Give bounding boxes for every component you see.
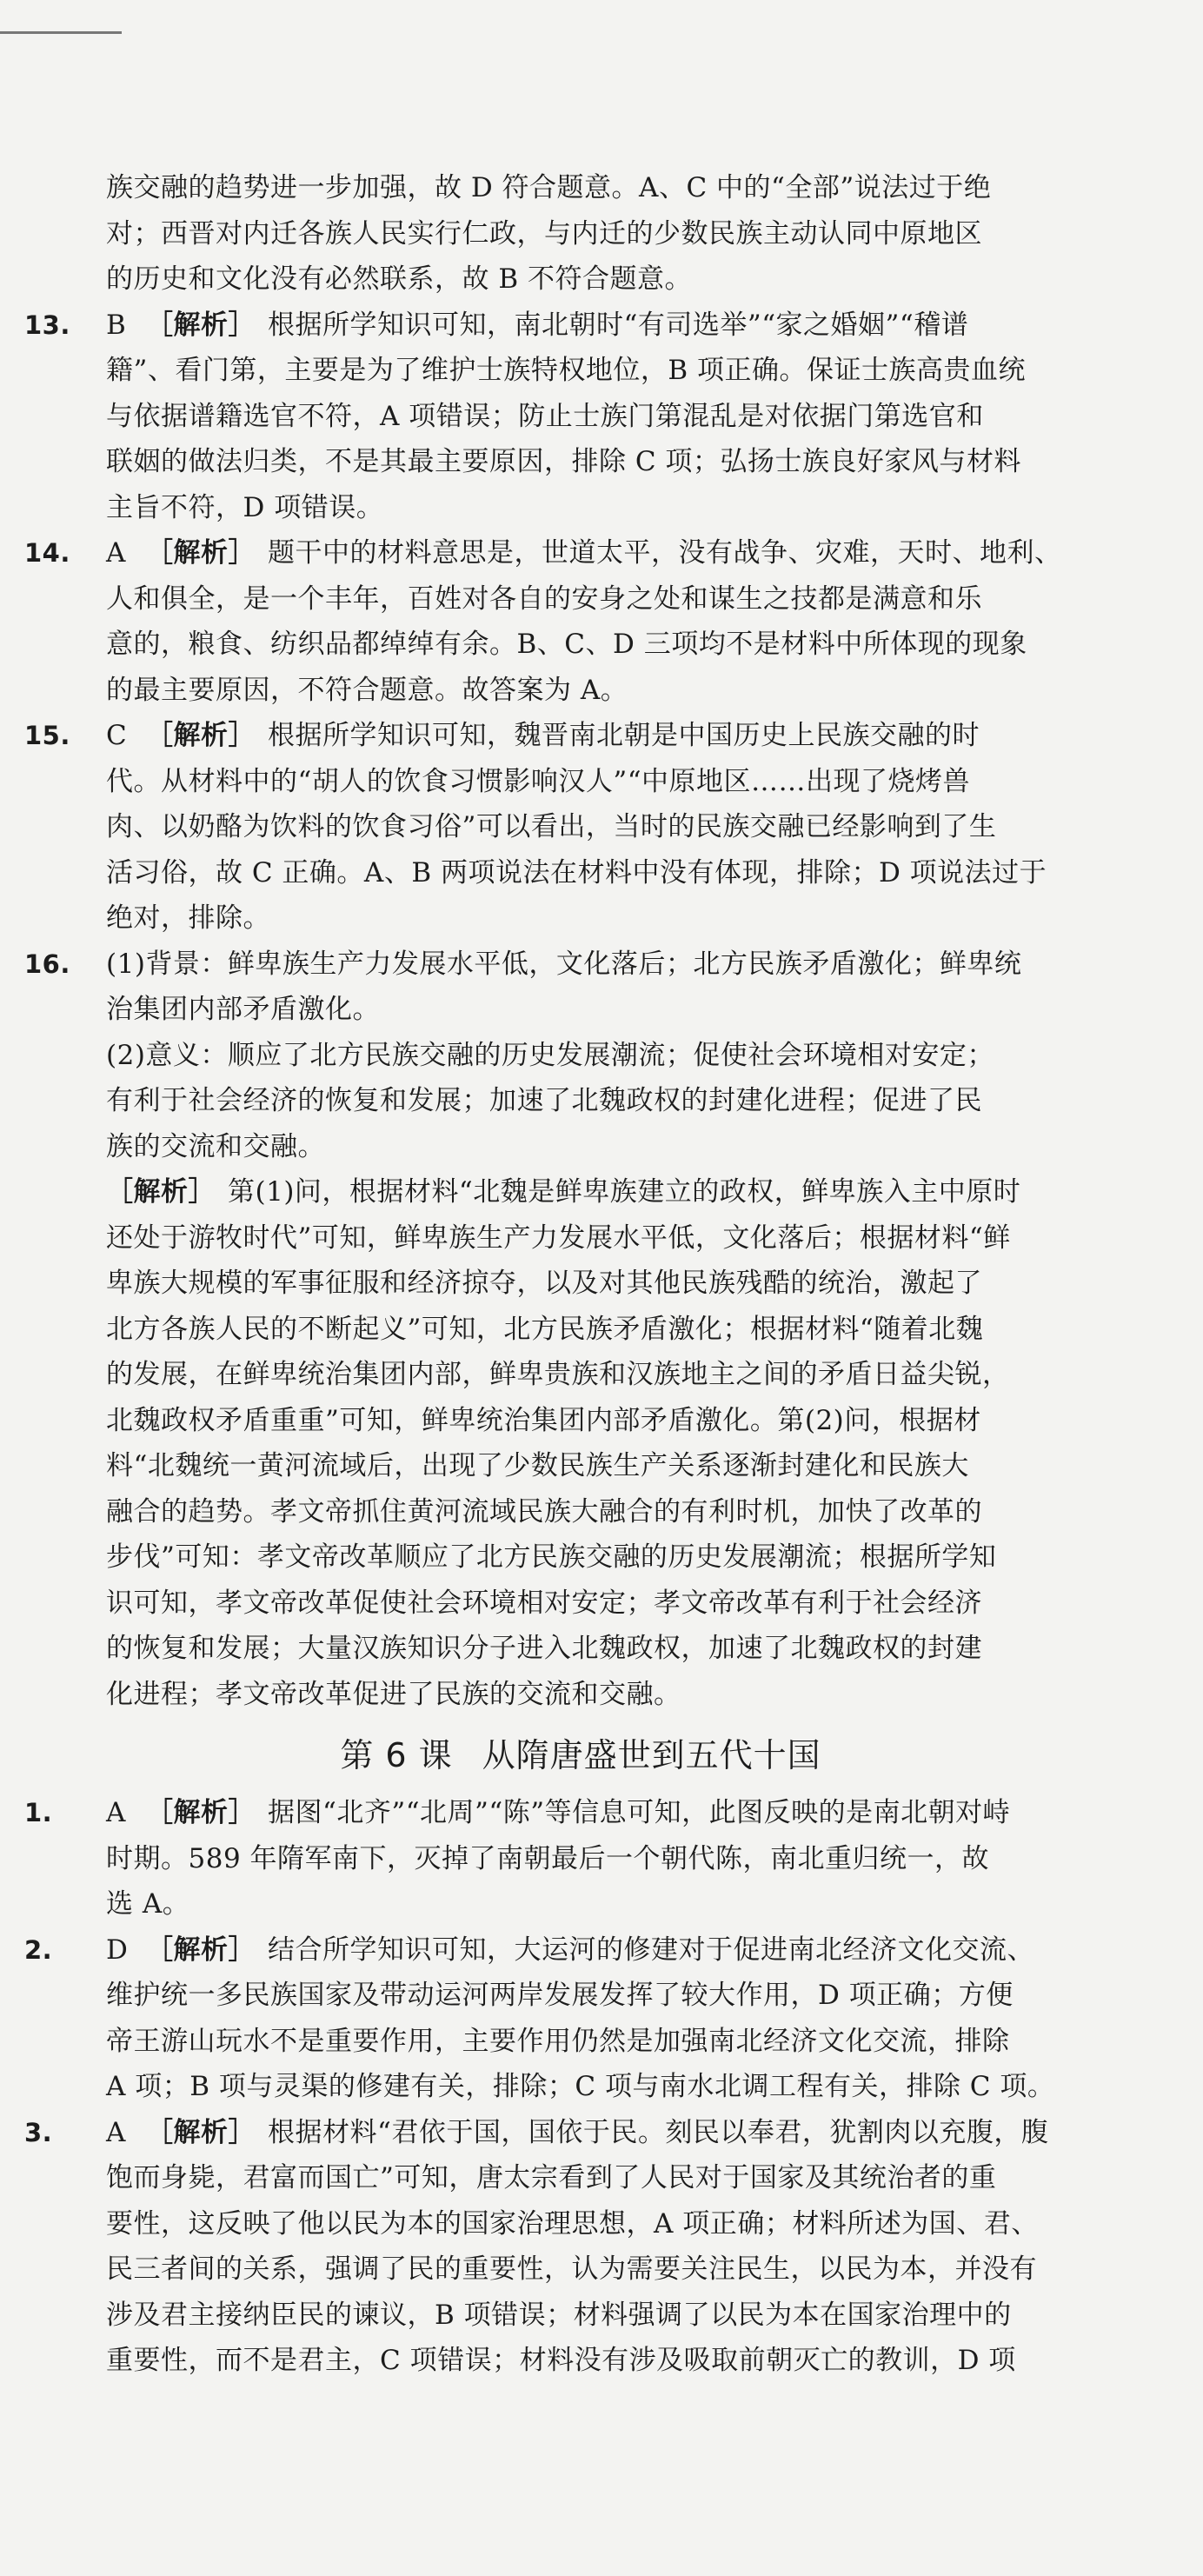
analysis-text: 题干中的材料意思是，世道太平，没有战争、灾难，天时、地利、 [268,537,1062,569]
text-line: 时期。589 年隋军南下，灭掉了南朝最后一个朝代陈，南北重归统一，故 [106,1842,990,1874]
answer-content [24,165,1102,2384]
text-line: 意的，粮食、纺织品都绰绰有余。B、C、D 三项均不是材料中所体现的现象 [106,629,1027,660]
question-first-line [24,1927,1102,1974]
text-line: 活习俗，故 C 正确。A、B 两项说法在材料中没有体现，排除；D 项说法过于 [106,856,1047,889]
question-number: 2. [24,1934,53,1965]
analysis-tag: ［解析］ [146,2116,256,2148]
question-number: 14. [24,538,70,568]
text-line: 代。从材料中的“胡人的饮食习惯影响汉人”“中原地区……出现了烧烤兽 [106,765,971,797]
answer-letter: D [106,1934,129,1966]
text-line: 北魏政权矛盾重重”可知，鲜卑统治集团内部矛盾激化。第(2)问，根据材 [106,1404,981,1436]
text-line: (2)意义：顺应了北方民族交融的历史发展潮流；促使社会环境相对安定； [106,1039,994,1071]
text-line: 化进程；孝文帝改革促进了民族的交流和交融。 [106,1678,681,1710]
question-13 [24,303,1102,531]
text-line: 族的交流和交融。 [106,1130,325,1162]
answer-letter: C [106,720,128,751]
text-line: 饱而身毙，君富而国亡”可知，唐太宗看到了人民对于国家及其统治者的重 [106,2162,997,2193]
lesson-question-3 [24,2110,1102,2384]
question-number: 15. [24,721,70,750]
continued-text [24,165,1102,303]
question-number: 13. [24,310,70,340]
text-line: 的恢复和发展；大量汉族知识分子进入北魏政权，加速了北魏政权的封建 [106,1633,982,1664]
text-line: 的最主要原因，不符合题意。故答案为 A。 [106,674,628,706]
analysis-tag: ［解析］ [146,537,256,569]
analysis-text: 第(1)问，根据材料“北魏是鲜卑族建立的政权，鲜卑族入主中原时 [228,1176,1021,1208]
analysis-tag: ［解析］ [146,309,256,341]
answer-letter: B [106,309,127,341]
text-line: 北方各族人民的不断起义”可知，北方民族矛盾激化；根据材料“随着北魏 [106,1313,984,1345]
text-line: 涉及君主接纳臣民的谏议，B 项错误；材料强调了以民为本在国家治理中的 [106,2299,1012,2331]
text-line: 维护统一多民族国家及带动运河两岸发展发挥了较大作用，D 项正确；方便 [106,1980,1014,2011]
text-line: A 项；B 项与灵渠的修建有关，排除；C 项与南水北调工程有关，排除 C 项。 [106,2071,1055,2102]
text-line: 民三者间的关系，强调了民的重要性，认为需要关注民生，以民为本，并没有 [106,2253,1037,2285]
text-line: 主旨不符，D 项错误。 [106,491,384,523]
analysis-tag: ［解析］ [146,720,256,751]
analysis-text: 结合所学知识可知，大运河的修建对于促进南北经济文化交流、 [268,1934,1034,1966]
text-line: 料“北魏统一黄河流域后，出现了少数民族生产关系逐渐封建化和民族大 [106,1450,969,1481]
lesson-question-2 [24,1927,1102,2110]
text-line: 有利于社会经济的恢复和发展；加速了北魏政权的封建化进程；促进了民 [106,1085,982,1116]
text-line: 对；西晋对内迁各族人民实行仁政，与内迁的少数民族主动认同中原地区 [106,217,982,250]
question-first-line [24,530,1102,576]
text-line: 识可知，孝文帝改革促使社会环境相对安定；孝文帝改革有利于社会经济 [106,1587,982,1619]
text-line: 绝对，排除。 [106,902,270,934]
question-15 [24,713,1102,942]
analysis-tag: ［解析］ [146,1934,256,1966]
text-line: 肉、以奶酪为饮料的饮食习俗”可以看出，当时的民族交融已经影响到了生 [106,811,997,842]
analysis-text: 根据材料“君依于国，国依于民。刻民以奉君，犹割肉以充腹，腹 [268,2116,1049,2148]
answer-letter: A [106,2116,126,2148]
text-line: 的历史和文化没有必然联系，故 B 不符合题意。 [106,263,692,295]
text-line: 融合的趋势。孝文帝抓住黄河流域民族大融合的有利时机，加快了改革的 [106,1495,982,1528]
top-rule [0,31,122,34]
analysis-text: 根据所学知识可知，南北朝时“有司选举”“家之婚姻”“稽谱 [268,309,969,341]
text-line: 的发展，在鲜卑统治集团内部，鲜卑贵族和汉族地主之间的矛盾日益尖锐， [106,1359,1010,1390]
text-line: 与依据谱籍选官不符，A 项错误；防止士族门第混乱是对依据门第选官和 [106,400,984,432]
question-14 [24,530,1102,713]
text-line: 重要性，而不是君主，C 项错误；材料没有涉及吸取前朝灭亡的教训，D 项 [106,2345,1016,2376]
text-line: 联姻的做法归类，不是其最主要原因，排除 C 项；弘扬士族良好家风与材料 [106,446,1021,477]
question-first-line [24,713,1102,759]
text-line: 籍”、看门第，主要是为了维护士族特权地位，B 项正确。保证士族高贵血统 [106,355,1026,386]
analysis-text: 据图“北齐”“北周”“陈”等信息可知，此图反映的是南北朝对峙 [268,1797,1011,1828]
lesson-heading [24,1721,1102,1790]
lesson-title: 从隋唐盛世到五代十国 [482,1736,821,1774]
text-line: 选 A。 [106,1888,190,1920]
lesson-label: 第 6 课 [340,1736,453,1774]
text-line: 治集团内部矛盾激化。 [106,994,380,1025]
text-line: 还处于游牧时代”可知，鲜卑族生产力发展水平低，文化落后；根据材料“鲜 [106,1221,1011,1254]
text-line: 要性，这反映了他以民为本的国家治理思想，A 项正确；材料所述为国、君、 [106,2207,1039,2240]
question-first-line [24,2110,1102,2156]
lesson-question-1 [24,1790,1102,1927]
text-line: 帝王游山玩水不是重要作用，主要作用仍然是加强南北经济文化交流，排除 [106,2025,1010,2057]
question-first-line [24,942,1102,988]
analysis-tag: ［解析］ [106,1176,216,1208]
text-line: 人和俱全，是一个丰年，百姓对各自的安身之处和谋生之技都是满意和乐 [106,582,982,615]
text-line: 族交融的趋势进一步加强，故 D 符合题意。A、C 中的“全部”说法过于绝 [106,172,992,203]
question-number: 3. [24,2117,53,2147]
answer-letter: A [106,537,126,569]
question-number: 16. [24,949,70,979]
analysis-text: 根据所学知识可知，魏晋南北朝是中国历史上民族交融的时 [268,720,980,751]
question-number: 1. [24,1798,53,1827]
answer-text: (1)背景：鲜卑族生产力发展水平低，文化落后；北方民族矛盾激化；鲜卑统 [106,948,1022,980]
analysis-tag: ［解析］ [146,1797,256,1828]
analysis-first-line [24,1169,1102,1215]
question-first-line [24,303,1102,349]
question-first-line [24,1790,1102,1836]
text-line: 步伐”可知：孝文帝改革顺应了北方民族交融的历史发展潮流；根据所学知 [106,1541,997,1573]
answer-letter: A [106,1797,126,1828]
text-line: 卑族大规模的军事征服和经济掠夺，以及对其他民族残酷的统治，激起了 [106,1268,982,1299]
question-16 [24,942,1102,1718]
